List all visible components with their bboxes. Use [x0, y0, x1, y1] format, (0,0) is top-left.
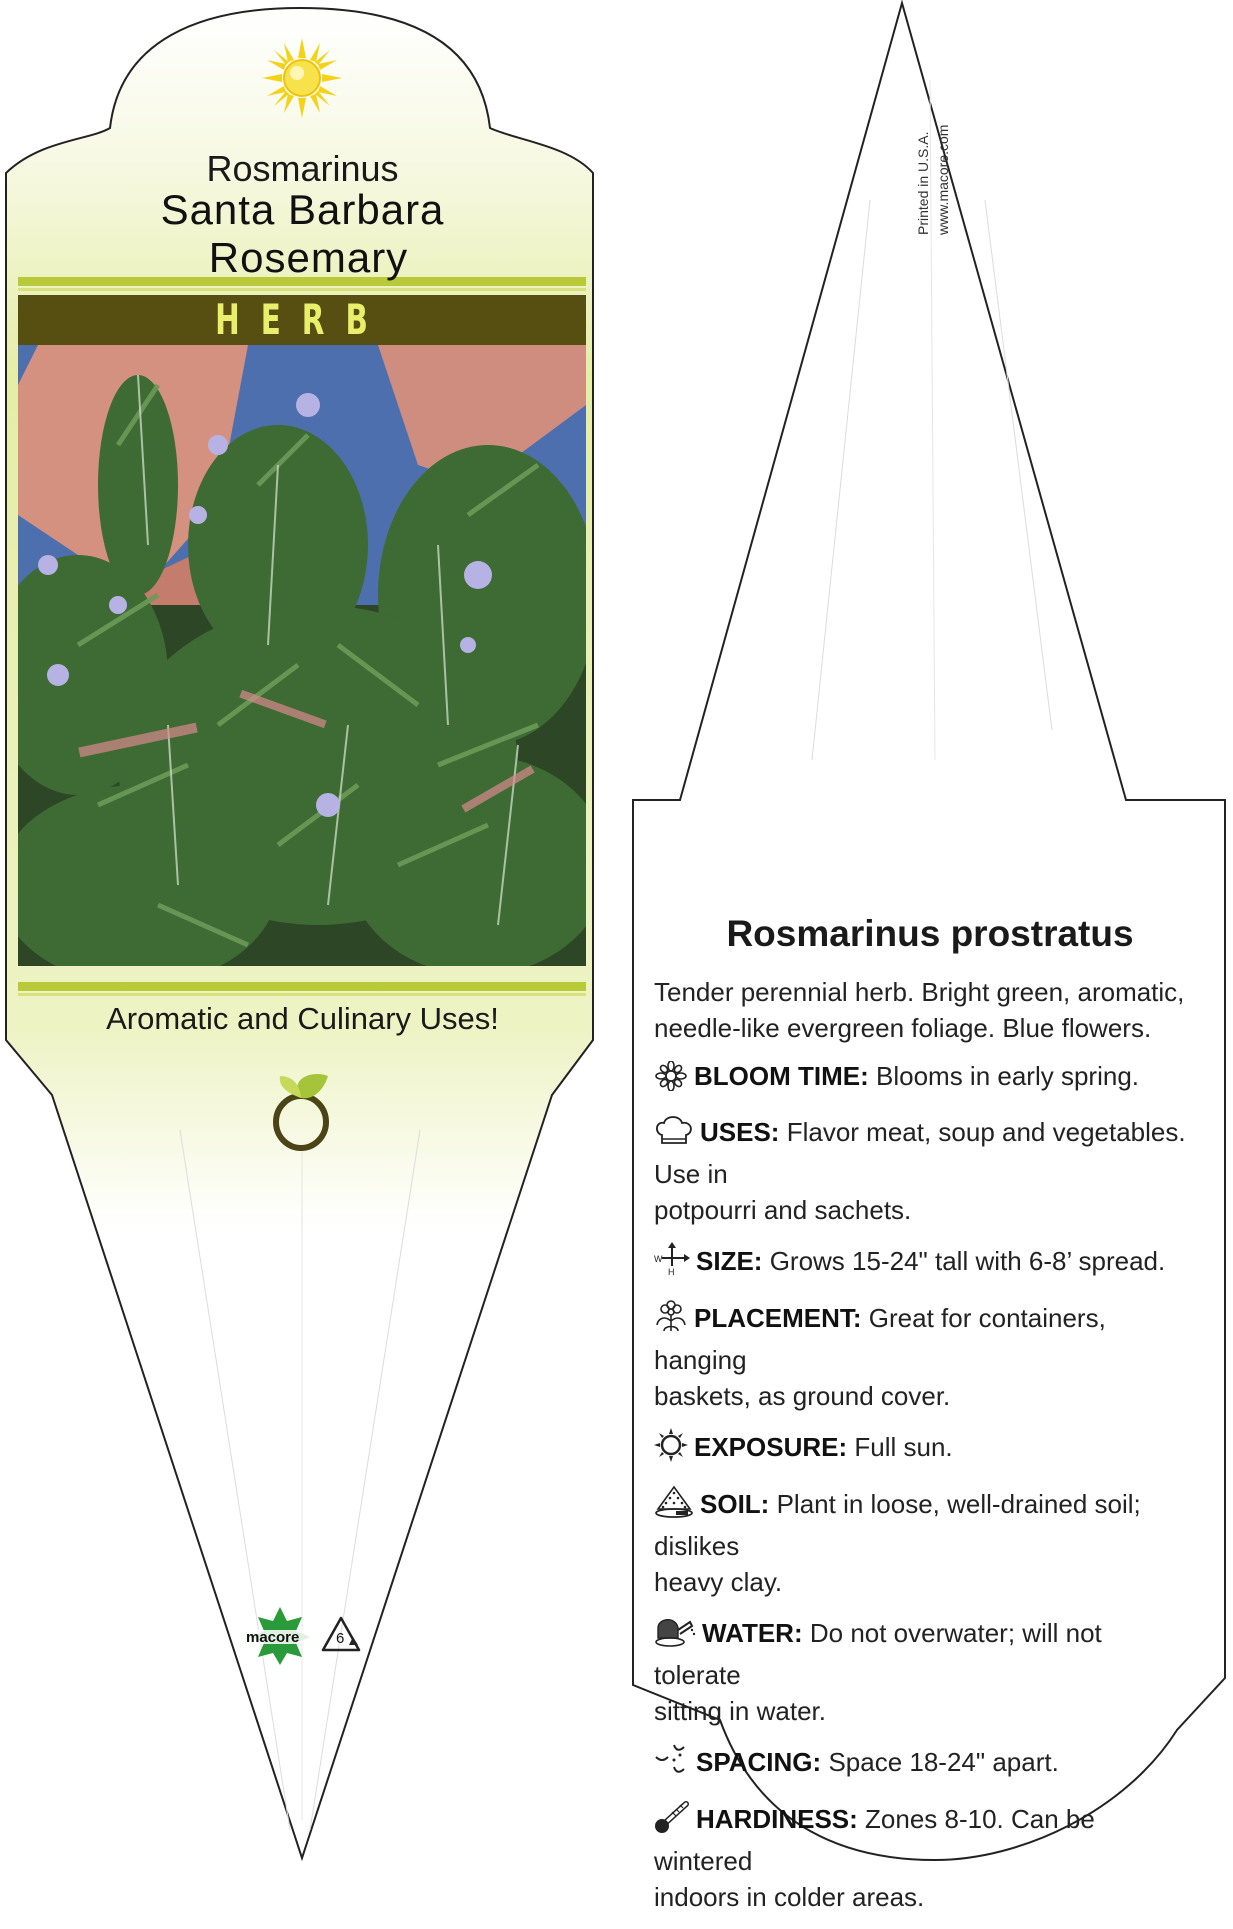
care-text-continued: heavy clay.: [654, 1567, 783, 1597]
care-text-continued: indoors in colder areas.: [654, 1882, 925, 1912]
category-bar: [18, 295, 586, 345]
care-item-hardiness: [654, 1800, 1194, 1915]
care-item-water: [654, 1614, 1194, 1729]
care-text-continued: potpourri and sachets.: [654, 1195, 912, 1225]
care-label: BLOOM TIME:: [694, 1061, 869, 1091]
care-label: HARDINESS:: [696, 1804, 858, 1834]
care-label: WATER:: [702, 1618, 803, 1648]
printing-info: [905, 95, 951, 235]
care-item-exposure: [654, 1428, 1194, 1471]
care-label: SPACING:: [696, 1747, 822, 1777]
cultivar-name: [20, 186, 585, 282]
care-item-bloom-time: [654, 1058, 1194, 1100]
spacing-icon: [654, 1743, 690, 1786]
tagline: Aromatic and Culinary Uses!: [106, 1001, 499, 1036]
care-text: Plant in loose, well-drained soil; dislikes: [654, 1489, 1141, 1561]
macore-logo-text: macore: [246, 1629, 300, 1646]
website-text: www.macore.com: [935, 124, 951, 235]
svg-text:H: H: [668, 1267, 675, 1276]
care-text-continued: baskets, as ground cover.: [654, 1381, 951, 1411]
plant-description: [654, 974, 1194, 1046]
care-label: SOIL:: [700, 1489, 770, 1519]
care-info-list: [654, 1058, 1194, 1929]
macore-logo: [240, 1605, 360, 1670]
care-text: Flavor meat, soup and vegetables. Use in: [654, 1117, 1186, 1189]
plant-placement-icon: [654, 1299, 688, 1342]
care-item-soil: [654, 1485, 1194, 1600]
care-text: Full sun.: [854, 1432, 953, 1462]
watering-can-icon: [654, 1614, 696, 1657]
care-label: EXPOSURE:: [694, 1432, 848, 1462]
svg-text:W: W: [654, 1254, 663, 1264]
sun-outline-icon: [654, 1428, 688, 1471]
printed-in-text: Printed in U.S.A.: [915, 131, 931, 235]
care-text: Do not overwater; will not tolerate: [654, 1618, 1102, 1690]
botanical-name: Rosmarinus prostratus: [726, 913, 1134, 954]
care-text: Blooms in early spring.: [876, 1061, 1139, 1091]
care-text: Grows 15-24" tall with 6-8’ spread.: [769, 1246, 1166, 1276]
cultivar-line-2: Rosemary: [208, 234, 409, 281]
seedling-emblem-icon: [268, 1068, 334, 1152]
description-line-2: needle-like evergreen foliage. Blue flowers.: [654, 1013, 1152, 1043]
sun-icon: [262, 38, 342, 118]
care-label: PLACEMENT:: [694, 1303, 862, 1333]
thermometer-icon: [654, 1800, 690, 1843]
flower-icon: [654, 1061, 688, 1100]
care-text: Space 18-24" apart.: [828, 1747, 1059, 1777]
care-text: Great for containers, hanging: [654, 1303, 1106, 1375]
care-item-size: [654, 1242, 1194, 1285]
category-label: HERB: [215, 295, 389, 344]
care-item-uses: [654, 1114, 1194, 1228]
care-text: Zones 8-10. Can be wintered: [654, 1804, 1095, 1876]
care-item-placement: [654, 1299, 1194, 1414]
care-text-continued: sitting in water.: [654, 1696, 826, 1726]
recycle-number: 6: [336, 1630, 345, 1647]
size-arrows-icon: [654, 1242, 690, 1285]
care-label: SIZE:: [696, 1246, 763, 1276]
soil-icon: [654, 1485, 694, 1528]
care-item-spacing: [654, 1743, 1194, 1786]
cultivar-line-1: Santa Barbara: [160, 186, 445, 233]
rosemary-plant-photo: [18, 345, 586, 966]
description-line-1: Tender perennial herb. Bright green, aromatic,: [654, 977, 1185, 1007]
photo-illustration: [18, 345, 586, 966]
genus-name: Rosmarinus: [206, 148, 399, 189]
chef-hat-icon: [654, 1115, 694, 1156]
care-label: USES:: [700, 1117, 780, 1147]
